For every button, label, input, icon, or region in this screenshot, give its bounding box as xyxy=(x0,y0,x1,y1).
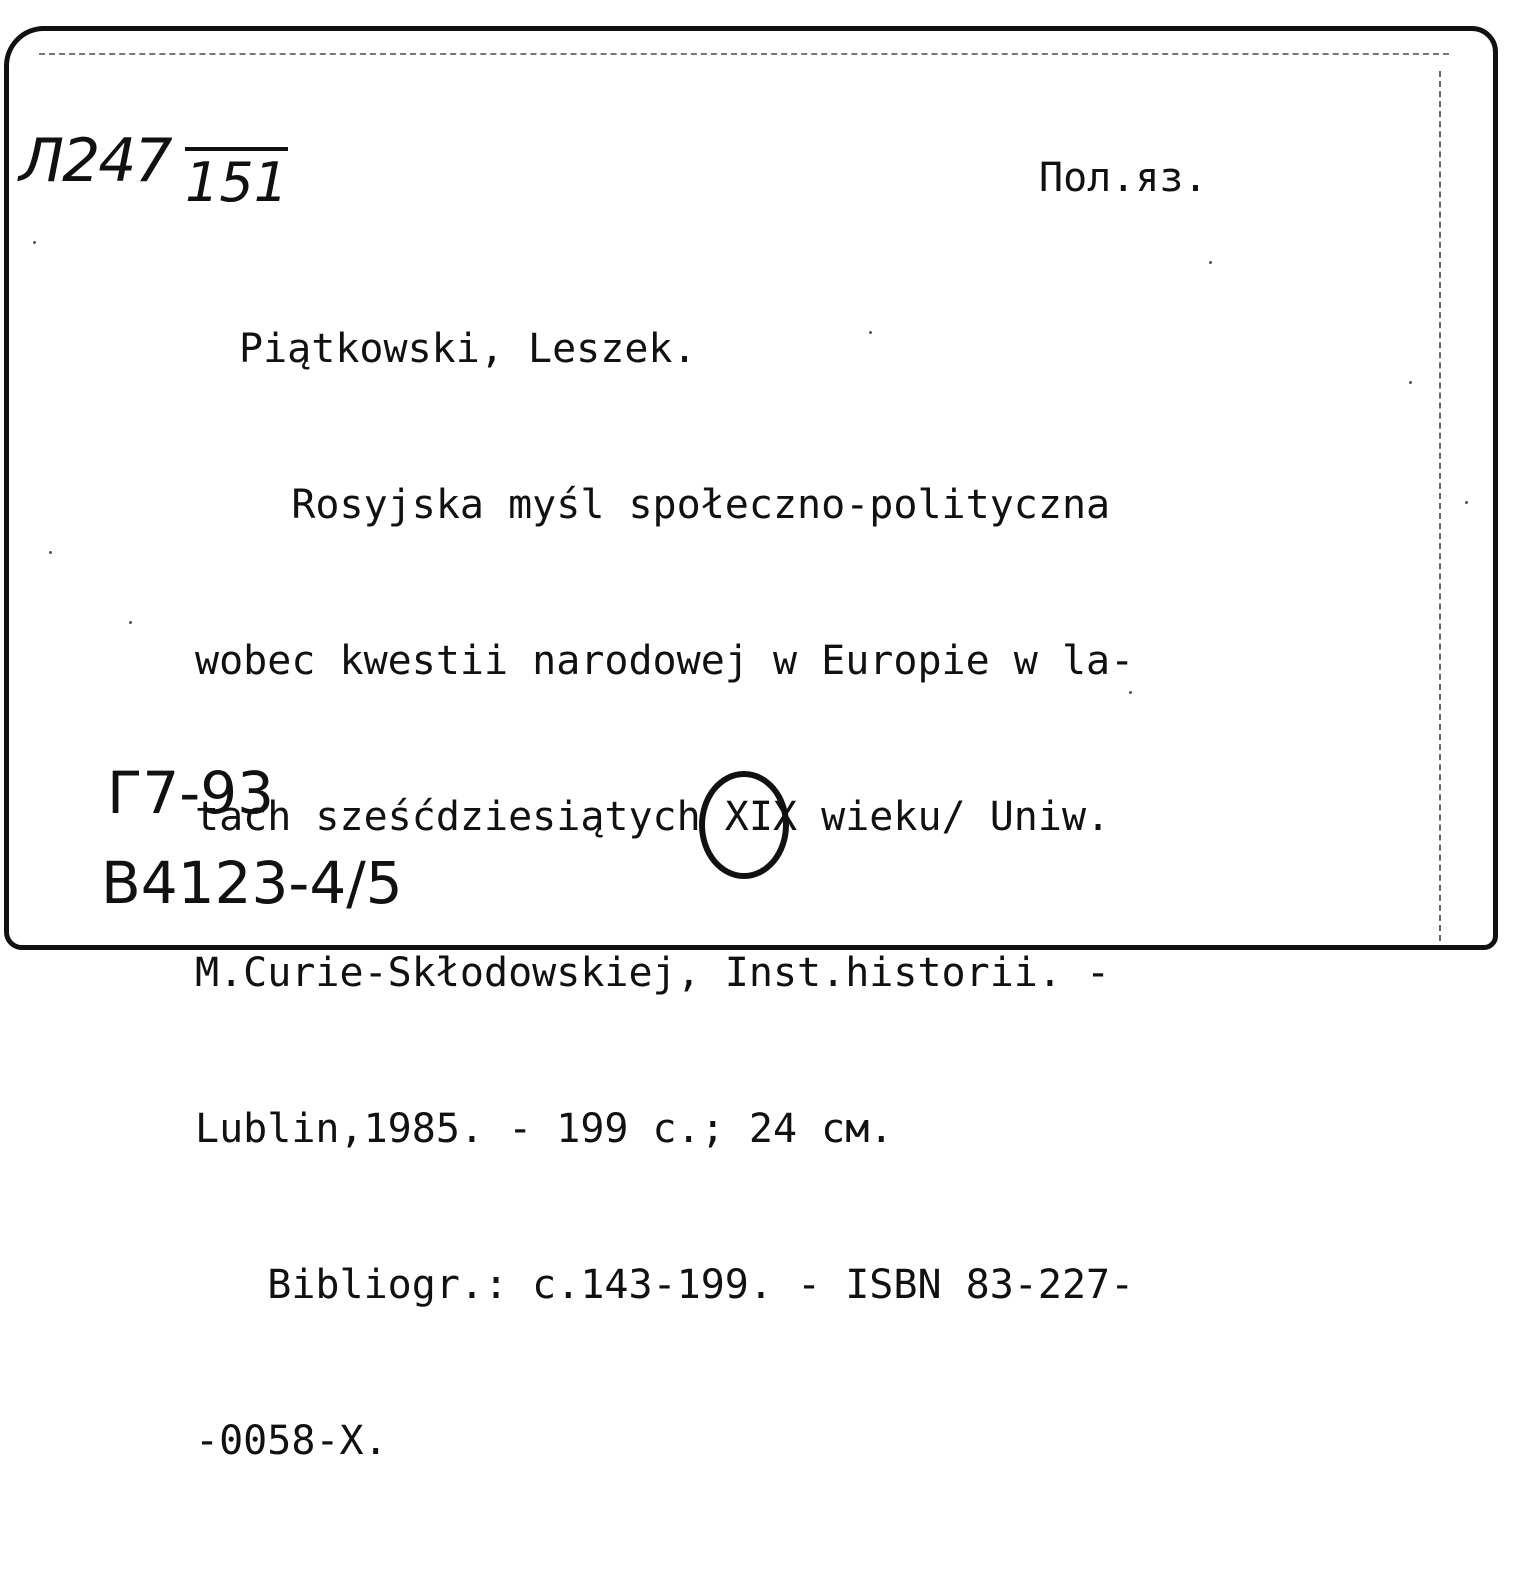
speck xyxy=(129,621,132,624)
author-heading: Piątkowski, Leszek. xyxy=(239,326,697,372)
speck xyxy=(1409,381,1412,384)
description-line: Bibliogr.: c.143-199. - ISBN 83-227- xyxy=(195,1262,1135,1308)
description-line: wobec kwestii narodowej w Europie w la- xyxy=(195,638,1135,684)
acquisition-note: Г7-93 xyxy=(107,759,275,827)
speck xyxy=(49,551,52,554)
hole-circle-mark xyxy=(699,771,789,879)
speck xyxy=(33,241,36,244)
description-line: tach sześćdziesiątych XIX wieku/ Uniw. xyxy=(195,794,1111,840)
speck xyxy=(869,331,872,334)
bibliographic-description xyxy=(195,375,1134,1571)
description-line: -0058-X. xyxy=(195,1418,388,1464)
language-label: Пол.яз. xyxy=(1039,155,1208,201)
call-number-fraction: 151 xyxy=(185,147,288,215)
description-line: Rosyjska myśl społeczno-polityczna xyxy=(195,482,1111,528)
description-line: Lublin,1985. - 199 c.; 24 см. xyxy=(195,1106,894,1152)
top-dashed-rule xyxy=(39,53,1449,55)
speck xyxy=(1465,501,1468,504)
speck xyxy=(1129,691,1132,694)
call-number: Л247 xyxy=(19,126,171,196)
description-line: M.Curie-Skłodowskiej, Inst.historii. - xyxy=(195,950,1111,996)
catalog-card xyxy=(4,26,1498,1464)
inventory-number: B4123-4/5 xyxy=(101,849,403,917)
right-dashed-rule xyxy=(1439,71,1441,941)
speck xyxy=(1209,261,1212,264)
